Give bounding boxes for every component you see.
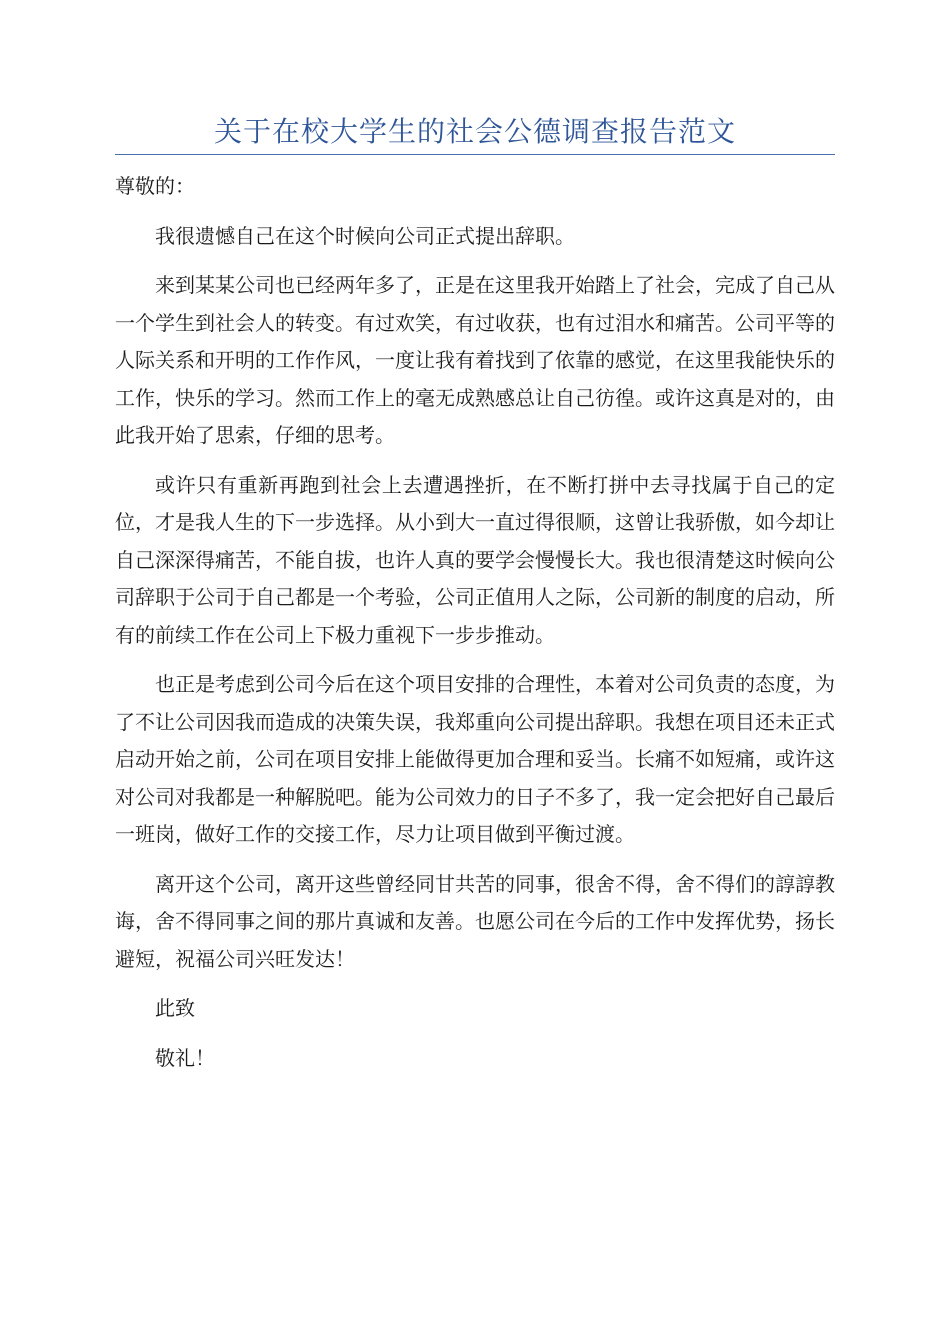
paragraph: 或许只有重新再跑到社会上去遭遇挫折，在不断打拼中去寻找属于自己的定位，才是我人生的下一步选择。从小到大一直过得很顺，这曾让我骄傲，如今却让自己深深得痛苦，不能自拔，也许人真的要学会慢慢长大。我也很清楚这时候向公司辞职于公司于自己都是一个考验，公司正值用人之际，公司新的制度的启动，所有的前续工作在公司上下极力重视下一步步推动。 — [115, 472, 835, 647]
closing-salute: 敬礼！ — [155, 1045, 215, 1070]
paragraph: 我很遗憾自己在这个时候向公司正式提出辞职。 — [155, 223, 575, 248]
document-body — [115, 150, 835, 1077]
paragraph: 来到某某公司也已经两年多了，正是在这里我开始踏上了社会，完成了自己从一个学生到社会人的转变。有过欢笑，有过收获，也有过泪水和痛苦。公司平等的人际关系和开明的工作作风，一度让我有着找到了依靠的感觉，在这里我能快乐的工作，快乐的学习。然而工作上的毫无成熟感总让自己彷徨。或许这真是对的，由此我开始了思索，仔细的思考。 — [115, 273, 835, 447]
paragraph: 也正是考虑到公司今后在这个项目安排的合理性，本着对公司负责的态度，为了不让公司因我而造成的决策失误，我郑重向公司提出辞职。我想在项目还未正式启动开始之前，公司在项目安排上能做得更加合理和妥当。长痛不如短痛，或许这对公司对我都是一种解脱吧。能为公司效力的日子不多了，我一定会把好自己最后一班岗，做好工作的交接工作，尽力让项目做到平衡过渡。 — [115, 672, 835, 846]
paragraph: 离开这个公司，离开这些曾经同甘共苦的同事，很舍不得，舍不得们的諄諄教诲，舍不得同事之间的那片真诚和友善。也愿公司在今后的工作中发挥优势，扬长避短，祝福公司兴旺发达！ — [115, 871, 835, 971]
document-title: 关于在校大学生的社会公德调查报告范文 — [213, 115, 736, 148]
closing-phrase: 此致 — [155, 996, 195, 1020]
salutation: 尊敬的： — [115, 174, 195, 198]
